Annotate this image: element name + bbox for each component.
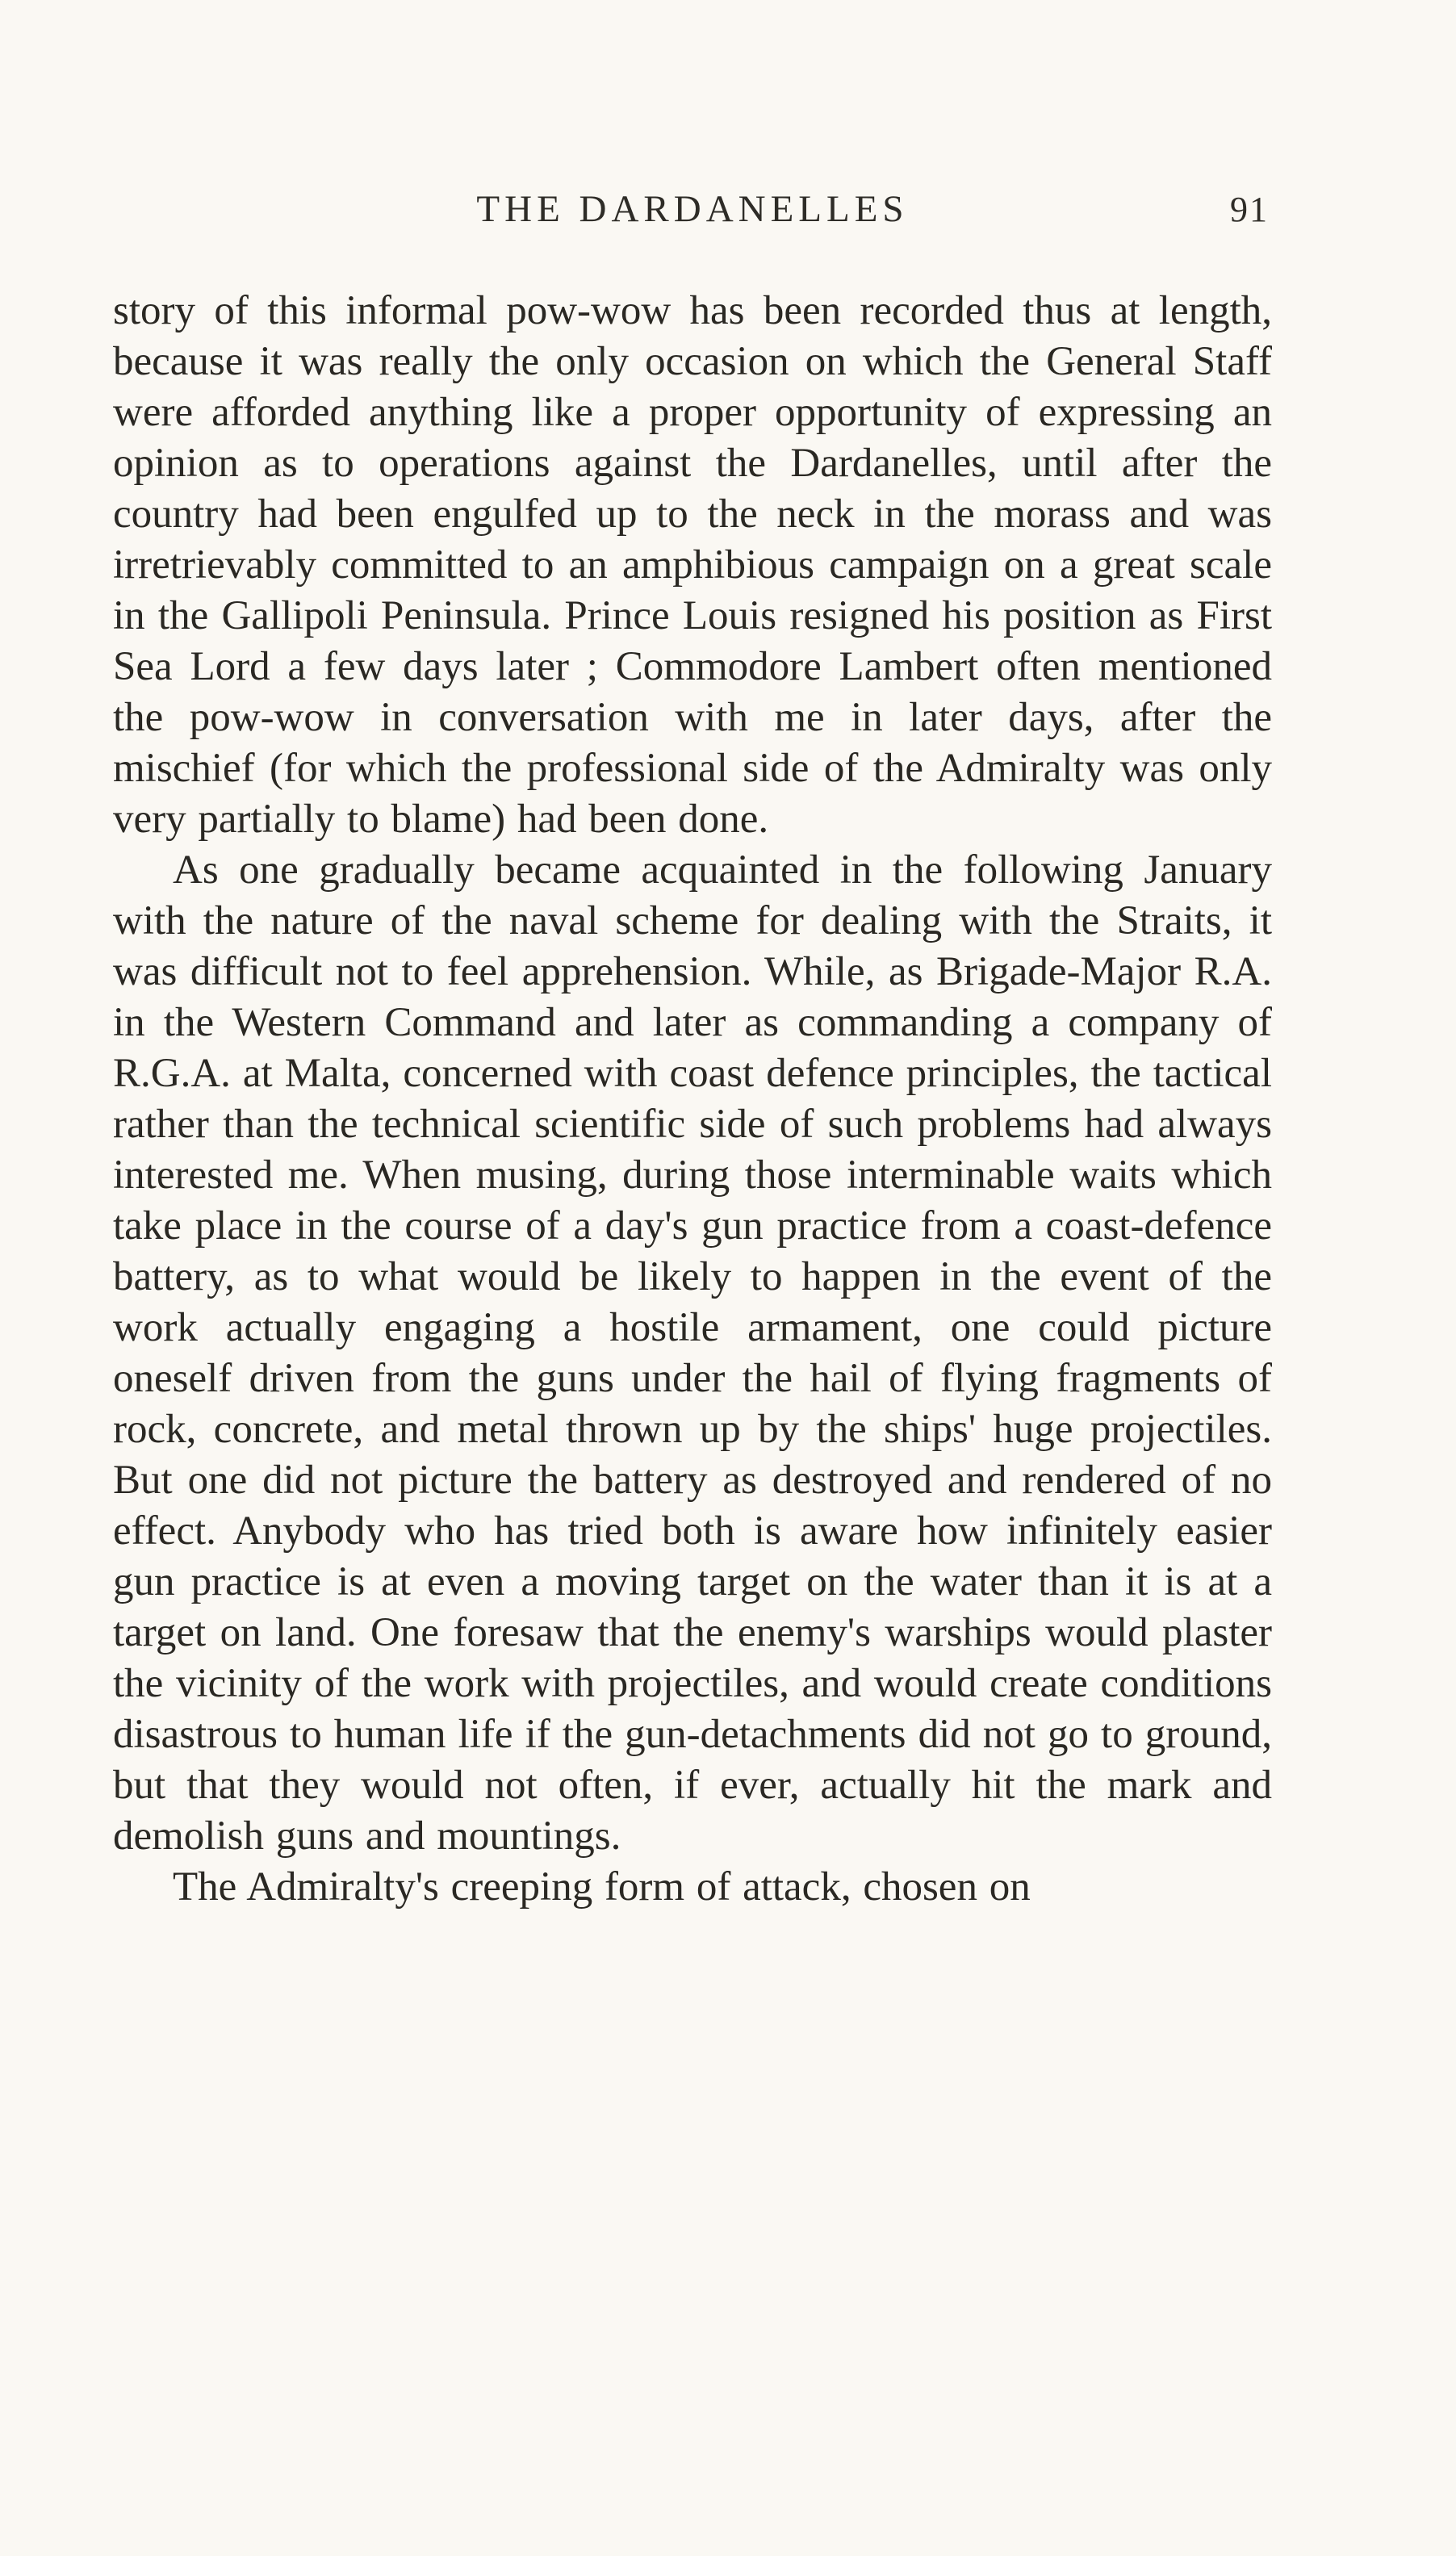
running-head xyxy=(113,187,1272,244)
page-number: 91 xyxy=(1230,190,1269,229)
text-block xyxy=(113,187,1272,1913)
paragraph: As one gradually became acquainted in the following January with the nature of the naval scheme for dealing with the Straits, it was difficult not to feel apprehension. While, as Brigade-Major R.A. in the Western Command and later as commanding a company of R.G.A. at Malta, concerned with coast defence principles, the tactical rather than the technical scientific side of such problems had always interested me. When musing, during those interminable waits which take place in the course of a day's gun practice from a coast-defence battery, as to what would be likely to happen in the event of the work actually engaging a hostile armament, one could picture oneself driven from the guns under the hail of flying fragments of rock, concrete, and metal thrown up by the ships' huge projectiles. But one did not picture the battery as destroyed and rendered of no effect. Anybody who has tried both is aware how infinitely easier gun practice is at even a moving target on the water than it is at a target on land. One foresaw that the enemy's warships would plaster the vicinity of the work with projectiles, and would create conditions disastrous to human life if the gun-detachments did not go to ground, but that they would not often, if ever, actually hit the mark and demolish guns and mountings. xyxy=(113,847,1272,1859)
body-text xyxy=(113,286,1272,1913)
paragraph: story of this informal pow-wow has been recorded thus at length, because it was really the only occasion on which the General Staff were afforded anything like a proper opportunity of expressing an opinion as to operations against the Dardanelles, until after the country had been engulfed up to the neck in the morass and was irretrievably committed to an amphibious campaign on a great scale in the Gallipoli Peninsula. Prince Louis resigned his position as First Sea Lord a few days later ; Commodore Lambert often mentioned the pow-wow in conversation with me in later days, after the mischief (for which the professional side of the Admiralty was only very partially to blame) had been done. xyxy=(113,288,1272,842)
paragraph: The Admiralty's creeping form of attack, chosen on xyxy=(173,1864,1031,1910)
page-title: THE DARDANELLES xyxy=(476,188,909,230)
